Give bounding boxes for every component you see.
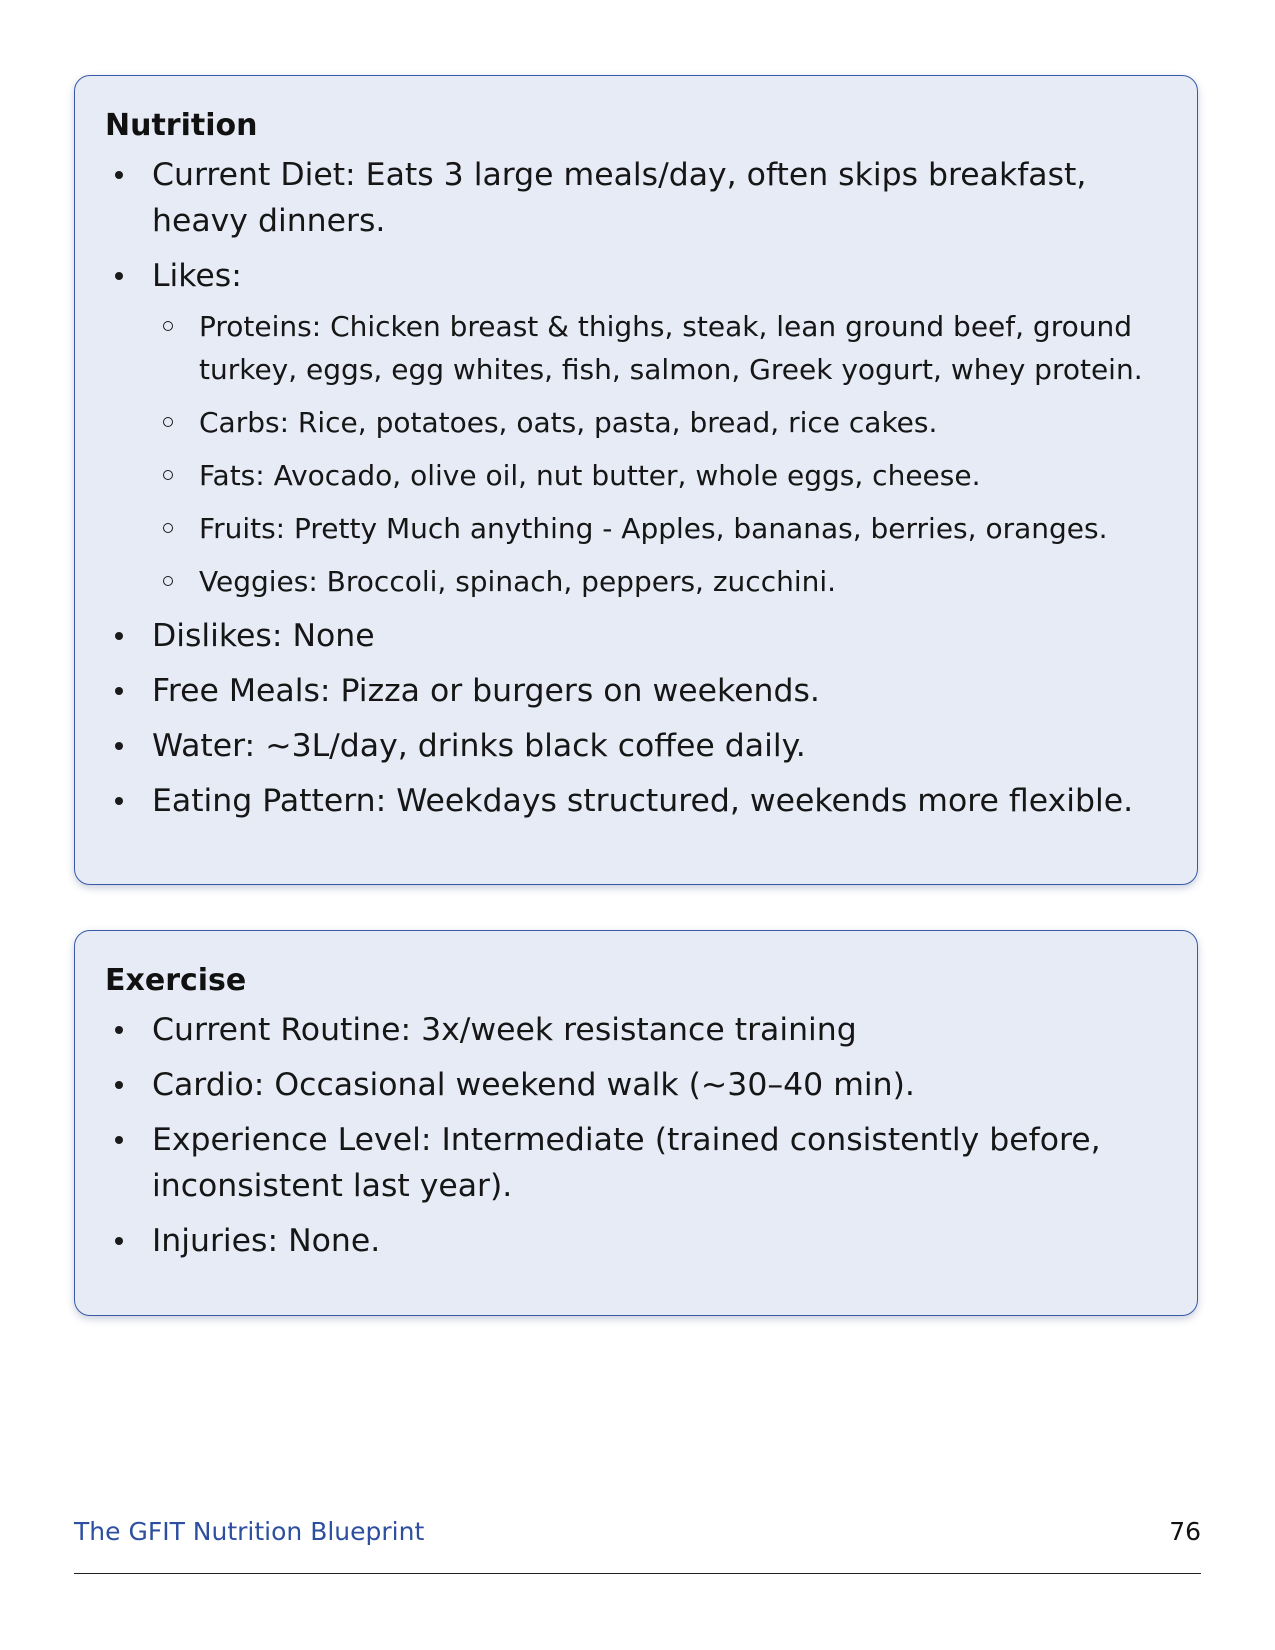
- list-item-current-routine: [105, 1007, 1167, 1053]
- injuries-text: Injuries: None.: [152, 1223, 381, 1259]
- sub-list-item: [152, 401, 1167, 444]
- nutrition-list: [105, 152, 1167, 824]
- exercise-heading: Exercise: [105, 963, 247, 998]
- list-item-water: [105, 723, 1167, 769]
- free-meals-text: Free Meals: Pizza or burgers on weekends.: [152, 673, 820, 709]
- bullet-icon: [115, 1026, 123, 1034]
- bullet-icon: [115, 742, 123, 750]
- cardio-text: Cardio: Occasional weekend walk (~30–40 min).: [152, 1067, 915, 1103]
- footer-document-title: The GFIT Nutrition Blueprint: [74, 1517, 425, 1546]
- exercise-card: [74, 930, 1198, 1316]
- bullet-icon: [115, 1136, 123, 1144]
- experience-level-text: Experience Level: Intermediate (trained consistently before, inconsistent last year).: [152, 1122, 1101, 1204]
- bullet-icon: [115, 272, 123, 280]
- list-item-cardio: [105, 1062, 1167, 1108]
- list-item-experience-level: [105, 1117, 1167, 1209]
- likes-proteins-text: Proteins: Chicken breast & thighs, steak, lean ground beef, ground turkey, eggs, egg whites, fish, salmon, Greek yogurt, whey protein.: [199, 310, 1143, 386]
- likes-veggies-text: Veggies: Broccoli, spinach, peppers, zucchini.: [199, 565, 837, 598]
- list-item-free-meals: [105, 668, 1167, 714]
- sub-list-item: [152, 305, 1167, 391]
- eating-pattern-text: Eating Pattern: Weekdays structured, weekends more flexible.: [152, 783, 1134, 819]
- list-item-injuries: [105, 1218, 1167, 1264]
- hollow-bullet-icon: [163, 417, 173, 427]
- list-item-current-diet: [105, 152, 1167, 244]
- likes-fruits-text: Fruits: Pretty Much anything - Apples, bananas, berries, oranges.: [199, 512, 1108, 545]
- water-text: Water: ~3L/day, drinks black coffee daily.: [152, 728, 806, 764]
- nutrition-card: [74, 75, 1198, 885]
- hollow-bullet-icon: [163, 576, 173, 586]
- list-item-eating-pattern: [105, 778, 1167, 824]
- nutrition-heading: Nutrition: [105, 108, 258, 143]
- bullet-icon: [115, 1237, 123, 1245]
- likes-sublist: [152, 305, 1167, 603]
- hollow-bullet-icon: [163, 321, 173, 331]
- likes-fats-text: Fats: Avocado, olive oil, nut butter, whole eggs, cheese.: [199, 459, 981, 492]
- likes-carbs-text: Carbs: Rice, potatoes, oats, pasta, bread, rice cakes.: [199, 406, 938, 439]
- hollow-bullet-icon: [163, 523, 173, 533]
- bullet-icon: [115, 171, 123, 179]
- bullet-icon: [115, 632, 123, 640]
- sub-list-item: [152, 454, 1167, 497]
- list-item-dislikes: [105, 613, 1167, 659]
- list-item-likes: [105, 253, 1167, 603]
- bullet-icon: [115, 1081, 123, 1089]
- current-diet-text: Current Diet: Eats 3 large meals/day, often skips breakfast, heavy dinners.: [152, 157, 1087, 239]
- likes-label: Likes:: [152, 258, 242, 294]
- hollow-bullet-icon: [163, 470, 173, 480]
- exercise-list: [105, 1007, 1167, 1264]
- sub-list-item: [152, 560, 1167, 603]
- footer-divider: [74, 1573, 1201, 1574]
- sub-list-item: [152, 507, 1167, 550]
- page-number: 76: [1169, 1517, 1201, 1546]
- bullet-icon: [115, 687, 123, 695]
- current-routine-text: Current Routine: 3x/week resistance training: [152, 1012, 857, 1048]
- bullet-icon: [115, 797, 123, 805]
- dislikes-text: Dislikes: None: [152, 618, 375, 654]
